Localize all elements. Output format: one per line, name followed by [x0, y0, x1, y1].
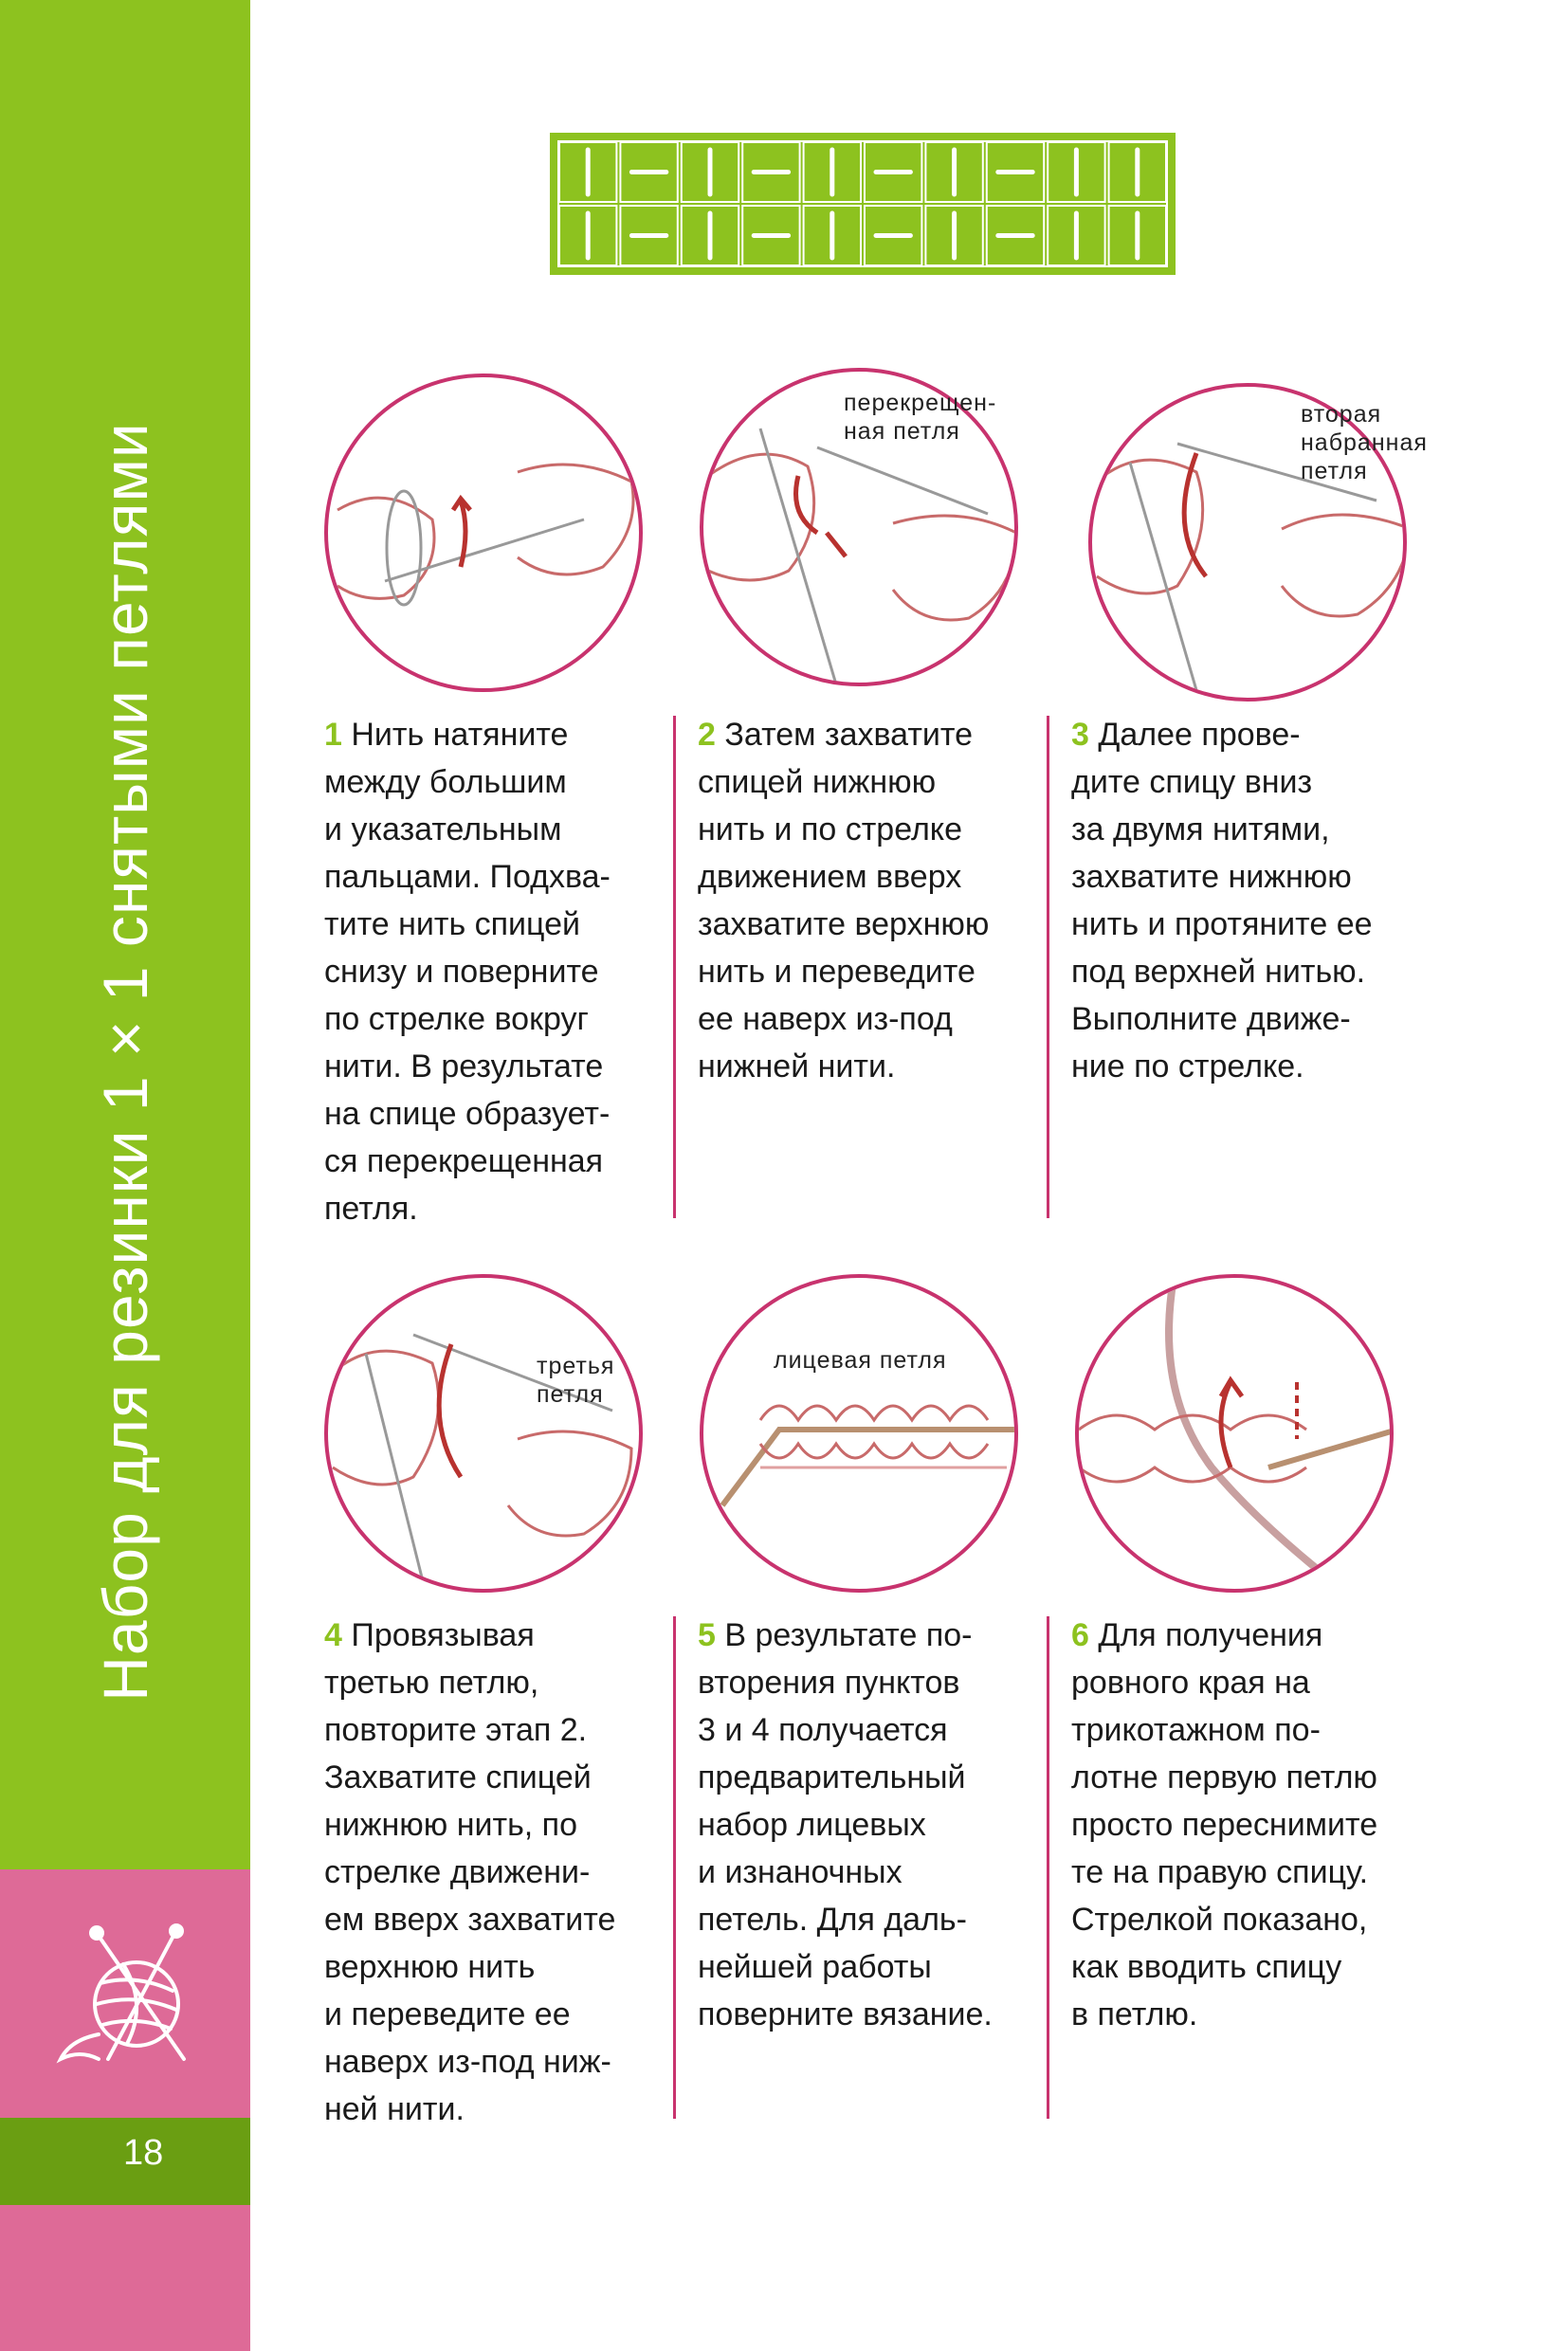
step-line: пальцами. Подхва-: [324, 859, 611, 895]
step-line: Далее прове-: [1098, 717, 1301, 753]
step-line: как вводить спицу: [1071, 1949, 1342, 1985]
yarn-ball-with-needles-icon: [42, 1917, 203, 2078]
divider-line: [1047, 716, 1049, 1218]
step-line: нижнюю нить, по: [324, 1807, 578, 1843]
step-line: стрелке движени-: [324, 1854, 591, 1890]
step-line: захватите верхнюю: [698, 906, 990, 942]
step-line: петля.: [324, 1191, 418, 1227]
step-2-callout: [844, 389, 996, 446]
step-1-illustration: [324, 374, 643, 692]
callout-line: набранная: [1301, 429, 1428, 456]
step-number: 5: [698, 1617, 716, 1653]
needle-into-first-loop-icon: [1079, 1278, 1394, 1593]
hand-holding-yarn-and-needle-icon: [328, 377, 643, 692]
step-1-text: [324, 711, 651, 1232]
step-line: и переведите ее: [324, 1996, 571, 2032]
step-line: нить и протяните ее: [1071, 906, 1373, 942]
step-line: нить и переведите: [698, 954, 975, 990]
step-line: верхнюю нить: [324, 1949, 536, 1985]
step-2-text: [698, 711, 1025, 1090]
step-3-callout: [1301, 400, 1428, 485]
callout-line: петля: [537, 1381, 604, 1408]
divider-line: [673, 1616, 676, 2119]
step-line: повторите этап 2.: [324, 1712, 588, 1748]
step-line: нейшей работы: [698, 1949, 932, 1985]
step-description: [1071, 717, 1373, 1084]
step-line: на спице образует-: [324, 1096, 611, 1132]
step-line: под верхней нитью.: [1071, 954, 1366, 990]
step-line: лотне первую петлю: [1071, 1759, 1377, 1795]
step-line: предварительный: [698, 1759, 966, 1795]
step-line: ние по стрелке.: [1071, 1048, 1304, 1084]
step-line: набор лицевых: [698, 1807, 926, 1843]
page-title: Набор для резинки 1 × 1 снятыми петлями: [90, 422, 160, 1702]
step-4-illustration: [324, 1274, 643, 1593]
step-line: нить и по стрелке: [698, 811, 962, 847]
step-5-callout: [774, 1346, 947, 1375]
step-line: петель. Для даль-: [698, 1902, 967, 1938]
step-number: 3: [1071, 717, 1089, 753]
step-number: 4: [324, 1617, 342, 1653]
step-line: третью петлю,: [324, 1665, 539, 1701]
step-6-text: [1071, 1612, 1398, 2038]
step-line: дите спицу вниз: [1071, 764, 1313, 800]
callout-line: петля: [1301, 458, 1368, 484]
callout-line: перекрещен-: [844, 390, 997, 416]
step-line: вторения пунктов: [698, 1665, 960, 1701]
step-number: 2: [698, 717, 716, 753]
step-line: захватите нижнюю: [1071, 859, 1352, 895]
step-line: трикотажном по-: [1071, 1712, 1321, 1748]
callout-line: лицевая петля: [774, 1347, 947, 1374]
step-line: нижней нити.: [698, 1048, 896, 1084]
step-line: ровного края на: [1071, 1665, 1310, 1701]
step-description: [1071, 1617, 1377, 2032]
step-line: и указательным: [324, 811, 562, 847]
hand-third-loop-icon: [328, 1278, 643, 1593]
step-line: В результате по-: [724, 1617, 973, 1653]
step-line: Стрелкой показано,: [1071, 1902, 1368, 1938]
step-line: в петлю.: [1071, 1996, 1198, 2032]
step-line: нити. В результате: [324, 1048, 604, 1084]
step-line: Нить натяните: [351, 717, 569, 753]
step-line: просто переснимите: [1071, 1807, 1378, 1843]
step-number: 6: [1071, 1617, 1089, 1653]
step-line: ся перекрещенная: [324, 1143, 604, 1179]
step-line: те на правую спицу.: [1071, 1854, 1369, 1890]
step-number: 1: [324, 717, 342, 753]
step-line: движением вверх: [698, 859, 962, 895]
divider-line: [673, 716, 676, 1218]
divider-line: [1047, 1616, 1049, 2119]
step-line: ее наверх из-под: [698, 1001, 953, 1037]
callout-line: ная петля: [844, 418, 960, 445]
step-line: за двумя нитями,: [1071, 811, 1330, 847]
callout-line: третья: [537, 1353, 615, 1379]
step-line: Затем захватите: [724, 717, 973, 753]
step-line: 3 и 4 получается: [698, 1712, 948, 1748]
step-line: по стрелке вокруг: [324, 1001, 589, 1037]
step-line: Провязывая: [351, 1617, 535, 1653]
step-4-callout: [537, 1352, 614, 1409]
callout-line: вторая: [1301, 401, 1382, 428]
step-line: спицей нижнюю: [698, 764, 937, 800]
step-5-text: [698, 1612, 1025, 2038]
step-3-text: [1071, 711, 1398, 1090]
step-description: [324, 717, 611, 1227]
step-line: Для получения: [1098, 1617, 1323, 1653]
step-6-illustration: [1075, 1274, 1394, 1593]
step-description: [698, 717, 989, 1084]
page-number: 18: [123, 2133, 164, 2173]
step-4-text: [324, 1612, 651, 2133]
pattern-chart-grid: [557, 140, 1168, 267]
step-line: тите нить спицей: [324, 906, 581, 942]
step-description: [324, 1617, 615, 2127]
step-line: ем вверх захватите: [324, 1902, 616, 1938]
step-line: Выполните движе-: [1071, 1001, 1351, 1037]
step-description: [698, 1617, 993, 2032]
pattern-chart: [550, 133, 1176, 275]
step-5-illustration: [700, 1274, 1018, 1593]
bottom-pink-block: [0, 2205, 250, 2351]
step-line: снизу и поверните: [324, 954, 599, 990]
step-line: и изнаночных: [698, 1854, 903, 1890]
step-line: Захватите спицей: [324, 1759, 592, 1795]
step-line: ней нити.: [324, 2091, 465, 2127]
step-line: наверх из-под ниж-: [324, 2044, 611, 2080]
step-line: между большим: [324, 764, 567, 800]
step-line: поверните вязание.: [698, 1996, 993, 2032]
knit-stitches-on-needle-icon: [703, 1278, 1018, 1593]
